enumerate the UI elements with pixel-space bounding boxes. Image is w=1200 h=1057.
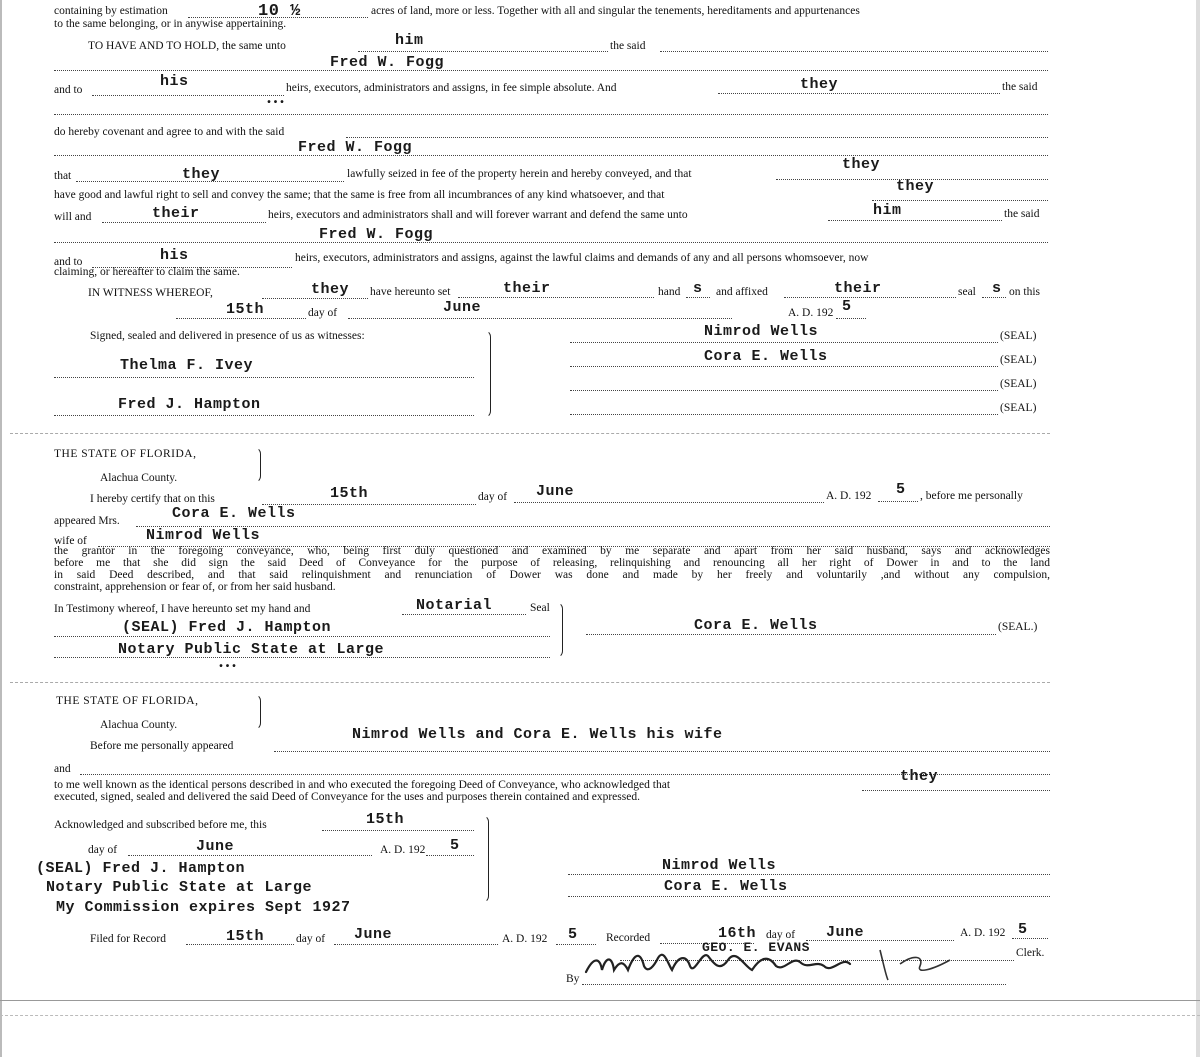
day-of-label: day of — [308, 307, 338, 319]
cert1-notary-title: Notary Public State at Large — [118, 641, 385, 658]
cert2-before: Before me personally appeared — [90, 740, 234, 752]
cert1-appeared: appeared Mrs. — [54, 515, 120, 527]
on-this: on this — [1009, 286, 1040, 298]
containing-label: containing by estimation — [54, 5, 168, 17]
filed-year-digit: 5 — [568, 926, 578, 943]
filed-ad: A. D. 192 — [502, 933, 548, 945]
cert1-para-2: before me that she did sign the said Deed of Conveyance for the purpose of releasing, relinquishing and renouncing all her right of Dower in and to the land — [54, 557, 1050, 569]
they-1: they — [800, 76, 839, 93]
cert1-state: THE STATE OF FLORIDA, — [54, 448, 197, 460]
clerk-name: GEO. E. EVANS — [702, 940, 810, 955]
cert2-state-bracket — [254, 694, 261, 730]
seal-1: (SEAL) — [1000, 330, 1037, 342]
seal-4: (SEAL) — [1000, 402, 1037, 414]
cert1-ad: A. D. 192 — [826, 490, 872, 502]
the-said-3: the said — [1004, 208, 1040, 220]
cert1-notarial: Notarial — [416, 597, 493, 614]
recorded-label: Recorded — [606, 932, 651, 944]
cert1-year-digit: 5 — [896, 481, 906, 498]
cert1-before: , before me personally — [920, 490, 1023, 502]
cert2-state: THE STATE OF FLORIDA, — [56, 695, 199, 707]
divider-1 — [10, 433, 1050, 434]
acres-text: acres of land, more or less. Together with all and singular the tenements, hereditaments and appurtenances — [371, 5, 860, 17]
clerk-label: Clerk. — [1016, 947, 1045, 959]
cert1-para-1: the grantor in the foregoing conveyance, who, being first duly questioned and examined by me separate and apart from her said husband, says and acknowledges — [54, 545, 1050, 557]
his-2: his — [160, 247, 189, 264]
cert1-husband-name: Nimrod Wells — [146, 527, 261, 544]
witness-2-name: Fred J. Hampton — [118, 396, 261, 413]
rec-month: June — [826, 924, 865, 941]
by-label: By — [566, 973, 580, 985]
ellipsis-1: ••• — [266, 98, 286, 109]
seized-text: lawfully seized in fee of the property herein and hereby conveyed, and that — [347, 168, 692, 180]
habendum-label: TO HAVE AND TO HOLD, the same unto — [88, 40, 286, 52]
claiming-text: claiming, or hereafter to claim the same. — [54, 266, 240, 278]
rec-year-digit: 5 — [1018, 921, 1028, 938]
cert2-signer-2: Cora E. Wells — [664, 878, 788, 895]
cert1-signer: Cora E. Wells — [694, 617, 818, 634]
cert1-para-3: in said Deed described, and that said relinquishment and renunciation of Dower was done and made by her freely and voluntarily ,and without any compulsion, — [54, 569, 1050, 581]
ad-label: A. D. 192 — [788, 307, 834, 319]
cert1-wife-name: Cora E. Wells — [172, 505, 296, 522]
rec-day-of: day of — [766, 929, 796, 941]
and-to-label: and to — [54, 84, 83, 96]
divider-2 — [10, 682, 1050, 683]
their-3: their — [834, 280, 882, 297]
the-said-2: the said — [1002, 81, 1038, 93]
they-5: they — [311, 281, 350, 298]
page-edge-left — [0, 0, 2, 1057]
warrant-text: heirs, executors and administrators shall and will forever warrant and defend the same unto — [268, 209, 688, 221]
grantee-name-2: Fred W. Fogg — [298, 139, 413, 156]
seal-label: seal — [958, 286, 976, 298]
have-set: have hereunto set — [370, 286, 451, 298]
him-2: him — [873, 202, 902, 219]
cert2-signer-1: Nimrod Wells — [662, 857, 777, 874]
cert2-ad: A. D. 192 — [380, 844, 426, 856]
filed-day-of: day of — [296, 933, 326, 945]
cert2-notary-name: (SEAL) Fred J. Hampton — [36, 860, 246, 877]
witness-1-name: Thelma F. Ivey — [120, 357, 254, 374]
page-bottom-rule-1 — [0, 1000, 1200, 1001]
witness-bracket — [484, 330, 491, 418]
cert2-parties: Nimrod Wells and Cora E. Wells his wife — [352, 726, 723, 743]
grantee-name-1: Fred W. Fogg — [330, 54, 445, 71]
grantee-name-3: Fred W. Fogg — [319, 226, 434, 243]
cert2-notary-commission: My Commission expires Sept 1927 — [56, 899, 351, 916]
seal-2: (SEAL) — [1000, 354, 1037, 366]
filed-day: 15th — [226, 928, 265, 945]
cert2-known: to me well known as the identical persons described in and who executed the foregoing Deed of Conveyance, who acknowledged that — [54, 779, 671, 791]
cert1-notary-name: (SEAL) Fred J. Hampton — [122, 619, 332, 636]
cert1-para-4: constraint, apprehension or fear of, or from her said husband. — [54, 581, 336, 593]
will-and-label: will and — [54, 211, 92, 223]
rec-ad: A. D. 192 — [960, 927, 1006, 939]
deputy-clerk-signature — [580, 936, 980, 988]
cert2-bracket — [482, 815, 489, 903]
cert1-seal-word: Seal — [530, 602, 550, 614]
they-2: they — [182, 166, 221, 183]
cert1-certify: I hereby certify that on this — [90, 493, 215, 505]
execution-month: June — [443, 299, 482, 316]
filed-label: Filed for Record — [90, 933, 167, 945]
they-3: they — [842, 156, 881, 173]
cert1-bracket — [556, 602, 563, 658]
signed-sealed-text: Signed, sealed and delivered in presence of us as witnesses: — [90, 330, 365, 342]
cert2-month: June — [196, 838, 235, 855]
witness-whereof: IN WITNESS WHEREOF, — [88, 287, 213, 299]
their-2: their — [503, 280, 551, 297]
execution-year-digit: 5 — [842, 298, 852, 315]
s-2: s — [992, 280, 1002, 297]
cert1-state-bracket — [254, 447, 261, 483]
cert2-acknowledged: Acknowledged and subscribed before me, this — [54, 819, 267, 831]
cert2-and: and — [54, 763, 71, 775]
hand-label: hand — [658, 286, 681, 298]
cert1-seal-label: (SEAL.) — [998, 621, 1038, 633]
belonging-text: to the same belonging, or in anywise appertaining. — [54, 18, 287, 30]
grantor-1-name: Nimrod Wells — [704, 323, 819, 340]
cert1-ellipsis: ••• — [218, 662, 238, 673]
cert1-wife-of: wife of — [54, 535, 87, 547]
cert1-day: 15th — [330, 485, 369, 502]
cert2-they: they — [900, 768, 939, 785]
and-affixed: and affixed — [716, 286, 768, 298]
page-edge-right — [1196, 0, 1200, 1057]
rec-day: 16th — [718, 925, 757, 942]
cert2-county: Alachua County. — [100, 719, 178, 731]
acreage-value: 10 ½ — [258, 2, 301, 21]
cert2-day-of: day of — [88, 844, 118, 856]
they-4: they — [896, 178, 935, 195]
his-1: his — [160, 73, 189, 90]
cert2-notary-title: Notary Public State at Large — [46, 879, 313, 896]
their-1: their — [152, 205, 200, 222]
execution-day: 15th — [226, 301, 265, 318]
grantor-2-name: Cora E. Wells — [704, 348, 828, 365]
s-1: s — [693, 280, 703, 297]
cert2-day: 15th — [366, 811, 405, 828]
heirs-text: heirs, executors, administrators and assigns, in fee simple absolute. And — [286, 82, 617, 94]
cert1-county: Alachua County. — [100, 472, 178, 484]
page-bottom-rule-2 — [0, 1015, 1200, 1016]
cert2-executed: executed, signed, sealed and delivered the said Deed of Conveyance for the uses and purposes therein contained and expressed. — [54, 791, 640, 803]
cert1-testimony: In Testimony whereof, I have hereunto set my hand and — [54, 603, 311, 615]
cert2-year-digit: 5 — [450, 837, 460, 854]
claims-text: heirs, executors, administrators and assigns, against the lawful claims and demands of any and all persons whomsoever, now — [295, 252, 869, 264]
seal-3: (SEAL) — [1000, 378, 1037, 390]
the-said-label: the said — [610, 40, 646, 52]
habendum-him: him — [395, 32, 424, 49]
cert1-month: June — [536, 483, 575, 500]
covenant-text: do hereby covenant and agree to and with the said — [54, 126, 285, 138]
and-to-2: and to — [54, 256, 83, 268]
cert1-day-of: day of — [478, 491, 508, 503]
good-right-text: have good and lawful right to sell and convey the same; that the same is free from all incumbrances of any kind whatsoever, and that — [54, 189, 665, 201]
filed-month: June — [354, 926, 393, 943]
that-label: that — [54, 170, 72, 182]
